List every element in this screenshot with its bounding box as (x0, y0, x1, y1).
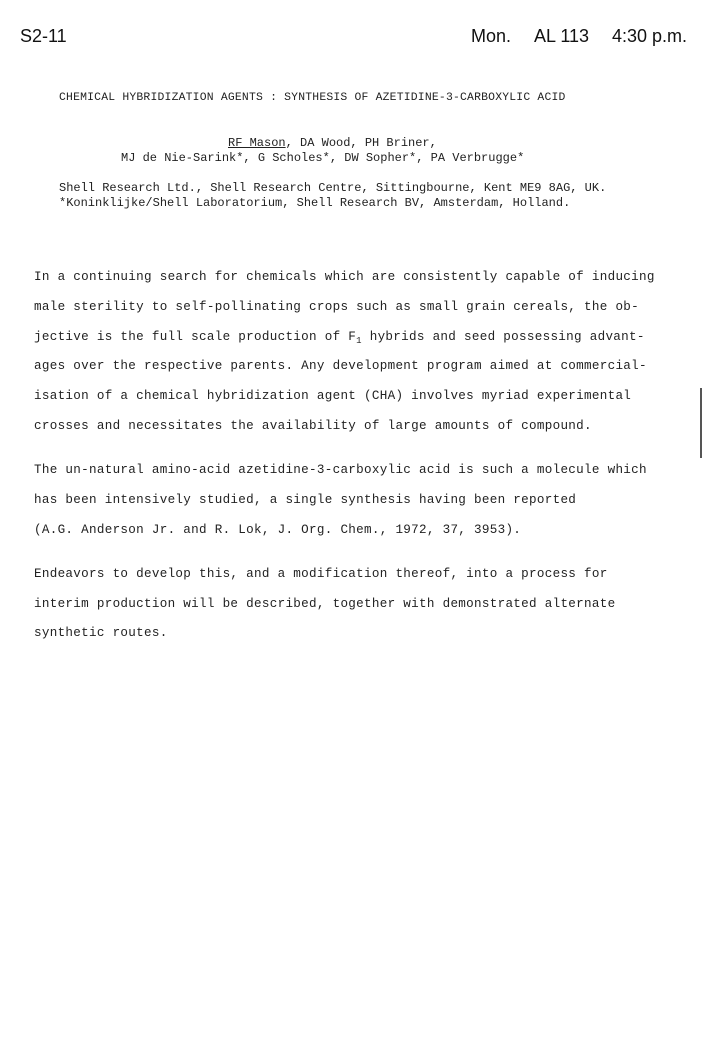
presenting-author: RF Mason (228, 136, 286, 150)
line-text: hybrids and seed possessing advant- (361, 330, 645, 344)
session-room: AL 113 (534, 26, 590, 46)
session-day: Mon. (471, 26, 512, 46)
session-code: S2-11 (20, 26, 67, 46)
co-authors: , DA Wood, PH Briner, (285, 136, 437, 150)
affiliation-line-2: *Koninklijke/Shell Laboratorium, Shell Research BV, Amsterdam, Holland. (59, 196, 571, 210)
paragraph-1-line-6: crosses and necessitates the availability of large amounts of compound. (34, 419, 592, 433)
paragraph-3-line-1: Endeavors to develop this, and a modification thereof, into a process for (34, 567, 608, 581)
session-time: 4:30 p.m. (612, 26, 688, 46)
paragraph-1-line-3 (34, 330, 645, 346)
scan-edge-mark (700, 388, 702, 458)
paragraph-1-line-1: In a continuing search for chemicals which are consistently capable of inducing (34, 270, 655, 284)
affiliation-line-1: Shell Research Ltd., Shell Research Centre, Sittingbourne, Kent ME9 8AG, UK. (59, 181, 607, 195)
paragraph-1-line-2: male sterility to self-pollinating crops such as small grain cereals, the ob- (34, 300, 640, 314)
paragraph-2-line-2: has been intensively studied, a single synthesis having been reported (34, 493, 577, 507)
paragraph-3-line-3: synthetic routes. (34, 626, 168, 640)
f1-subscript: 1 (356, 336, 362, 346)
paragraph-1-line-5: isation of a chemical hybridization agent (CHA) involves myriad experimental (34, 389, 632, 403)
paragraph-2-line-3: (A.G. Anderson Jr. and R. Lok, J. Org. Chem., 1972, 37, 3953). (34, 523, 522, 537)
paragraph-1-line-4: ages over the respective parents. Any development program aimed at commercial- (34, 359, 647, 373)
paragraph-3-line-2: interim production will be described, together with demonstrated alternate (34, 597, 616, 611)
paragraph-2-line-1: The un-natural amino-acid azetidine-3-carboxylic acid is such a molecule which (34, 463, 647, 477)
authors-line-1 (228, 136, 437, 150)
abstract-title: CHEMICAL HYBRIDIZATION AGENTS : SYNTHESIS OF AZETIDINE-3-CARBOXYLIC ACID (59, 92, 566, 104)
line-text: jective is the full scale production of F (34, 330, 357, 344)
authors-line-2: MJ de Nie-Sarink*, G Scholes*, DW Sopher*, PA Verbrugge* (121, 151, 525, 165)
